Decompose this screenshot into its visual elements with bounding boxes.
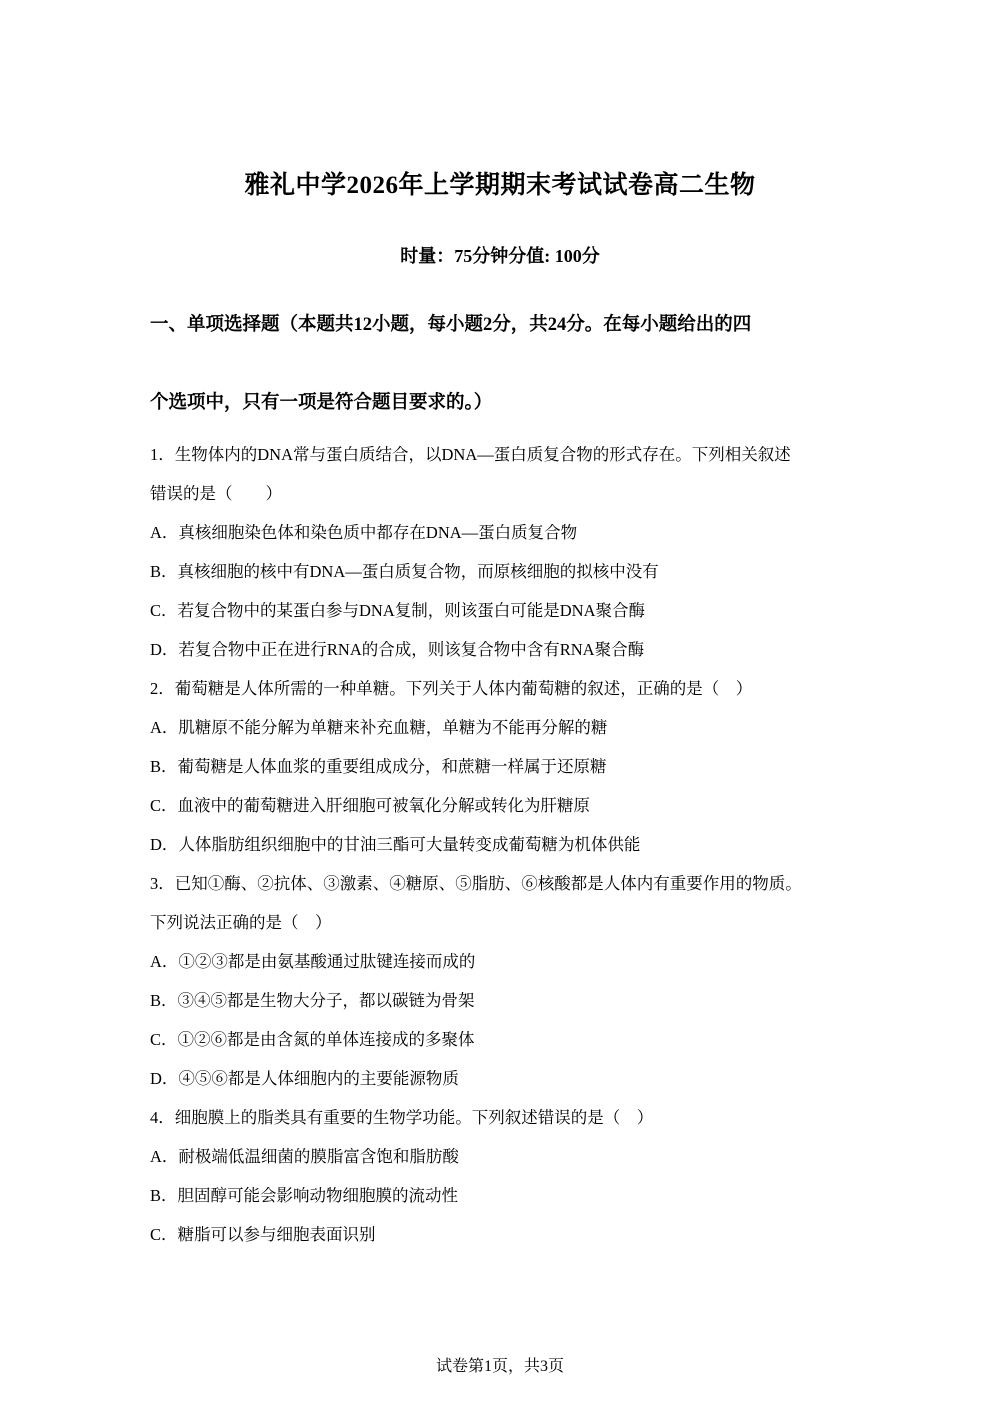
question-3-option-b: B．③④⑤都是生物大分子，都以碳链为骨架 — [150, 991, 475, 1010]
question-1-stem-cont: 错误的是（ ） — [150, 484, 282, 503]
question-1-option-c: C．若复合物中的某蛋白参与DNA复制，则该蛋白可能是DNA聚合酶 — [150, 601, 645, 620]
question-1-option-a: A．真核细胞染色体和染色质中都存在DNA—蛋白质复合物 — [150, 523, 578, 542]
question-4-stem: 4．细胞膜上的脂类具有重要的生物学功能。下列叙述错误的是（ ） — [150, 1108, 654, 1127]
question-3-option-d: D．④⑤⑥都是人体细胞内的主要能源物质 — [150, 1069, 459, 1088]
question-3-stem: 3．已知①酶、②抗体、③激素、④糖原、⑤脂肪、⑥核酸都是人体内有重要作用的物质。 — [150, 874, 802, 893]
section-heading-line-1: 一、单项选择题（本题共12小题，每小题2分，共24分。在每小题给出的四 — [150, 315, 752, 335]
question-3-option-a: A．①②③都是由氨基酸通过肽键连接而成的 — [150, 952, 476, 971]
question-2-option-c: C．血液中的葡萄糖进入肝细胞可被氧化分解或转化为肝糖原 — [150, 796, 591, 815]
question-3-stem-cont: 下列说法正确的是（ ） — [150, 913, 332, 932]
question-1-stem: 1．生物体内的DNA常与蛋白质结合，以DNA—蛋白质复合物的形式存在。下列相关叙述 — [150, 445, 791, 464]
question-3-option-c: C．①②⑥都是由含氮的单体连接成的多聚体 — [150, 1030, 475, 1049]
exam-time-score: 时量：75分钟分值: 100分 — [400, 246, 600, 266]
section-heading-line-2: 个选项中，只有一项是符合题目要求的。） — [150, 393, 493, 413]
question-1-option-d: D．若复合物中正在进行RNA的合成，则该复合物中含有RNA聚合酶 — [150, 640, 645, 659]
question-4-option-c: C．糖脂可以参与细胞表面识别 — [150, 1225, 376, 1244]
question-1-option-b: B．真核细胞的核中有DNA—蛋白质复合物，而原核细胞的拟核中没有 — [150, 562, 659, 581]
question-2-stem: 2．葡萄糖是人体所需的一种单糖。下列关于人体内葡萄糖的叙述，正确的是（ ） — [150, 679, 753, 698]
page-footer: 试卷第1页，共3页 — [435, 1358, 564, 1375]
question-2-option-b: B．葡萄糖是人体血浆的重要组成成分，和蔗糖一样属于还原糖 — [150, 757, 607, 776]
exam-title: 雅礼中学2026年上学期期末考试试卷高二生物 — [244, 172, 756, 199]
question-2-option-a: A．肌糖原不能分解为单糖来补充血糖，单糖为不能再分解的糖 — [150, 718, 608, 737]
question-4-option-b: B．胆固醇可能会影响动物细胞膜的流动性 — [150, 1186, 459, 1205]
question-4-option-a: A．耐极端低温细菌的膜脂富含饱和脂肪酸 — [150, 1147, 459, 1166]
question-2-option-d: D．人体脂肪组织细胞中的甘油三酯可大量转变成葡萄糖为机体供能 — [150, 835, 641, 854]
